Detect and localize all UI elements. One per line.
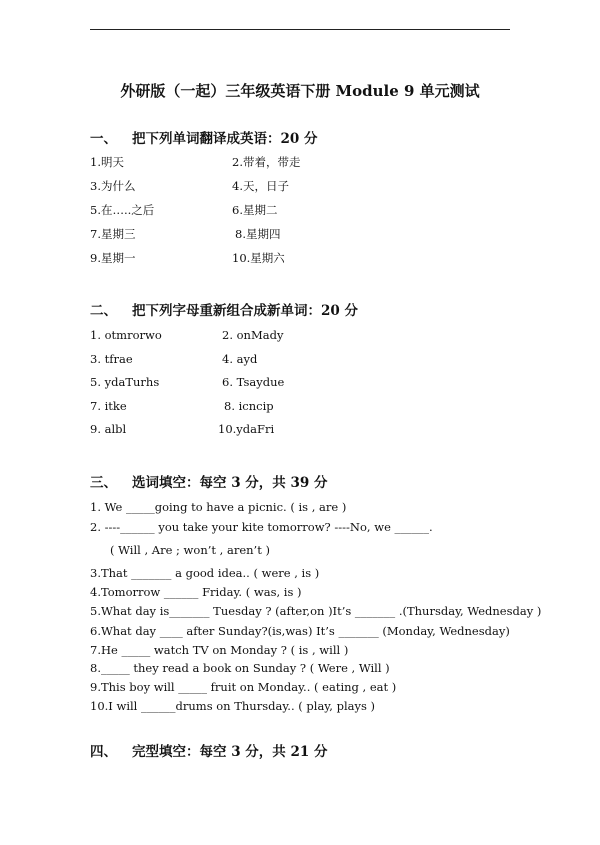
- list-item: 4. ayd: [222, 352, 258, 366]
- section-1-title: 把下列单词翻译成英语：20 分: [132, 131, 318, 147]
- question-4: 4.Tomorrow ______ Friday. ( was, is ): [90, 585, 302, 599]
- section-4-title: 完型填空：每空 3 分，共 21 分: [132, 744, 328, 760]
- list-item: 9. albl: [90, 422, 127, 436]
- question-7: 7.He _____ watch TV on Monday ? ( is , will ): [90, 643, 349, 657]
- section-3-title: 选词填空：每空 3 分，共 39 分: [132, 475, 328, 491]
- list-item: 6. Tsaydue: [222, 375, 285, 389]
- list-item: 10.星期六: [232, 251, 285, 265]
- question-3: 3.That _______ a good idea.. ( were , is ): [90, 566, 320, 580]
- list-item: 1.明天: [90, 155, 124, 169]
- question-1: 1. We _____going to have a picnic. ( is , are ): [90, 500, 347, 514]
- section-4-number: 四、: [90, 744, 117, 760]
- list-item: 1. otmrorwo: [90, 328, 162, 342]
- question-6: 6.What day ____ after Sunday?(is,was) It’s _______ (Monday, Wednesday): [90, 624, 510, 638]
- list-item: 5.在…..之后: [90, 203, 155, 217]
- list-item: 9.星期一: [90, 251, 136, 265]
- question-9: 9.This boy will _____ fruit on Monday.. ( eating , eat ): [90, 680, 397, 694]
- section-2-title: 把下列字母重新组合成新单词：20 分: [132, 303, 358, 319]
- section-1-number: 一、: [90, 131, 117, 147]
- list-item: 3.为什么: [90, 179, 136, 193]
- list-item: 7.星期三: [90, 227, 136, 241]
- list-item: 2. onMady: [222, 328, 284, 342]
- section-2-number: 二、: [90, 303, 117, 319]
- list-item: 6.星期二: [232, 203, 278, 217]
- list-item: 8. icncip: [224, 399, 274, 413]
- question-5: 5.What day is_______ Tuesday ? (after,on )It’s _______ .(Thursday, Wednesday ): [90, 604, 542, 618]
- section-3-heading: [90, 471, 327, 491]
- section-4-heading: [90, 740, 327, 760]
- section-1-heading: [90, 127, 318, 147]
- question-2-options: ( Will , Are ; won’t , aren’t ): [110, 543, 270, 557]
- list-item: 4.天，日子: [232, 179, 289, 193]
- question-8: 8._____ they read a book on Sunday ? ( Were , Will ): [90, 661, 390, 675]
- list-item: 10.ydaFri: [218, 422, 275, 436]
- list-item: 3. tfrae: [90, 352, 133, 366]
- top-rule: [90, 29, 510, 30]
- list-item: 5. ydaTurhs: [90, 375, 160, 389]
- list-item: 7. itke: [90, 399, 127, 413]
- list-item: 2.带着，带走: [232, 155, 301, 169]
- question-10: 10.I will ______drums on Thursday.. ( play, plays ): [90, 699, 376, 713]
- question-2: 2. ----______ you take your kite tomorrow? ----No, we ______.: [90, 520, 433, 534]
- list-item: 8.星期四: [235, 227, 281, 241]
- page-title: 外研版（一起）三年级英语下册 Module 9 单元测试: [120, 82, 480, 100]
- section-3-number: 三、: [90, 475, 117, 491]
- section-2-heading: [90, 299, 358, 319]
